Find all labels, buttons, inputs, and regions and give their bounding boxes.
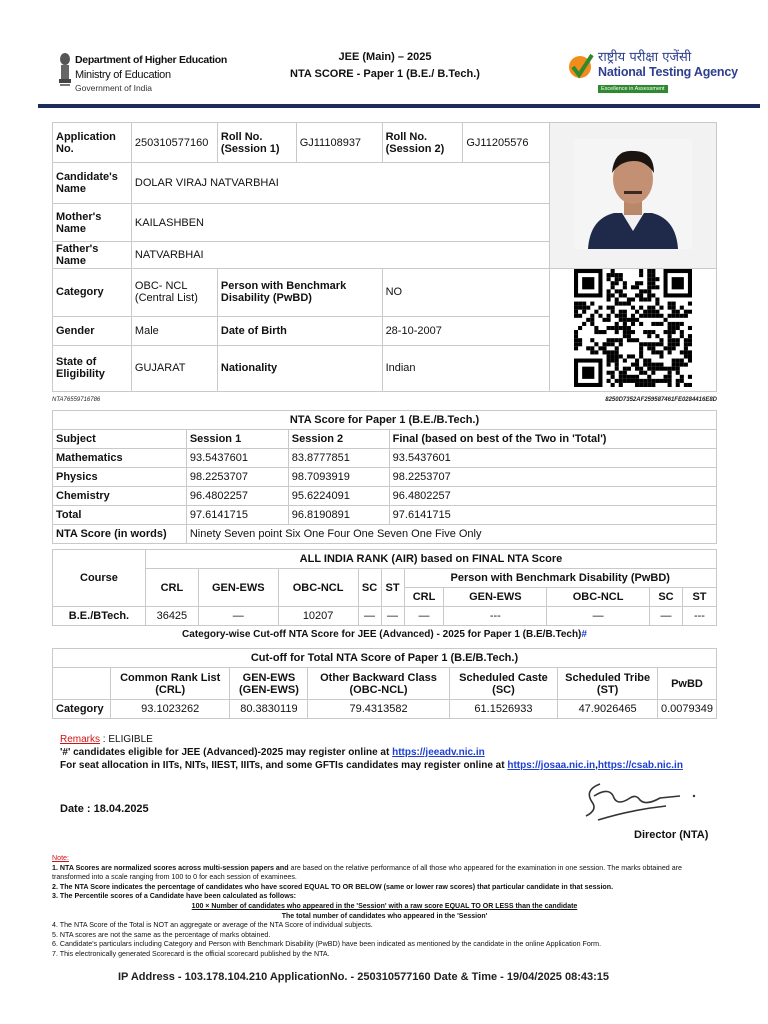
josaa-text: For seat allocation in IITs, NITs, IIEST, IIITs, and some GFTIs candidates may register online at: [60, 760, 508, 771]
final-score: 98.2253707: [389, 468, 716, 487]
nta-english-name: National Testing Agency: [598, 65, 738, 79]
category-value: OBC- NCL (Central List): [131, 268, 217, 316]
rank-value: —: [381, 607, 404, 626]
subject-name: Physics: [53, 468, 187, 487]
candidate-info-table: [52, 122, 717, 392]
nationality-label: Nationality: [217, 345, 382, 391]
ref-code-right: 8250D7352AF259587461FE0284416E8D: [605, 397, 717, 403]
roll2-label: Roll No. (Session 2): [382, 123, 463, 163]
table-row: [53, 468, 717, 487]
percentile-formula: [52, 902, 717, 921]
cutoff-value: 79.4313582: [308, 700, 449, 719]
nta-tagline: Excellence in Assessment: [598, 85, 668, 93]
josaa-link[interactable]: https://josaa.nic.in: [507, 760, 596, 771]
rank-value: 36425: [145, 607, 198, 626]
session1-score: 96.4802257: [186, 487, 288, 506]
note-2: 2. The NTA Score indicates the percentage of candidates who have scored EQUAL TO OR BELOW (same or lower raw scores) that particular candidate in that session.: [52, 882, 614, 891]
cutoff-header: Scheduled Caste (SC): [449, 668, 558, 700]
cutoff-header: PwBD: [657, 668, 716, 700]
formula-numerator: 100 × Number of candidates who appeared in the 'Session' with a raw score EQUAL TO OR LESS than the candidate: [191, 902, 578, 910]
formula-denominator: The total number of candidates who appeared in the 'Session': [281, 912, 488, 920]
session2-score: 83.8777851: [288, 449, 389, 468]
session2-score: 96.8190891: [288, 506, 389, 525]
pwbd-rank-value: —: [404, 607, 444, 626]
page-title: [250, 49, 520, 83]
table-row: [53, 506, 717, 525]
dob-value: 28-10-2007: [382, 316, 550, 345]
qr-code: [550, 268, 717, 391]
rank-value: —: [358, 607, 381, 626]
pwbd-rank-value: —: [547, 607, 650, 626]
nta-check-icon: [568, 51, 594, 87]
cutoff-header-blank: [53, 668, 111, 700]
pwbd-col-header: SC: [650, 588, 683, 607]
final-score: 97.6141715: [389, 506, 716, 525]
session1-score: 97.6141715: [186, 506, 288, 525]
score-table: [52, 410, 717, 544]
mother-name-label: Mother's Name: [53, 203, 132, 241]
notes-block: [52, 854, 717, 960]
remarks-value: : ELIGIBLE: [100, 734, 153, 745]
exam-title: JEE (Main) – 2025: [338, 51, 432, 63]
father-name-value: NATVARBHAI: [131, 242, 549, 268]
cutoff-table: [52, 648, 717, 719]
final-score: 96.4802257: [389, 487, 716, 506]
score-header: Final (based on best of the Two in 'Total'): [389, 430, 716, 449]
session1-score: 98.2253707: [186, 468, 288, 487]
note-3: 3. The Percentile scores of a Candidate have been calculated as follows:: [52, 892, 297, 901]
rank-col-header: ST: [381, 569, 404, 607]
father-name-label: Father's Name: [53, 242, 132, 268]
notes-heading: Note:: [52, 854, 69, 862]
air-title: ALL INDIA RANK (AIR) based on FINAL NTA Score: [145, 550, 716, 569]
cutoff-caption-text: Category-wise Cut-off NTA Score for JEE (Advanced) - 2025 for Paper 1 (B.E/B.Tech): [182, 629, 582, 640]
roll2-value: GJ11205576: [463, 123, 550, 163]
session2-score: 95.6224091: [288, 487, 389, 506]
state-value: GUJARAT: [131, 345, 217, 391]
score-title: NTA Score for Paper 1 (B.E./B.Tech.): [53, 411, 717, 430]
director-signature: [570, 776, 710, 826]
cutoff-value: 80.3830119: [230, 700, 308, 719]
table-row: [53, 607, 717, 626]
rank-value: —: [198, 607, 278, 626]
rank-col-header: SC: [358, 569, 381, 607]
cutoff-header: GEN-EWS (GEN-EWS): [230, 668, 308, 700]
roll1-label: Roll No. (Session 1): [217, 123, 296, 163]
cutoff-header: Other Backward Class (OBC-NCL): [308, 668, 449, 700]
pwbd-rank-value: ---: [682, 607, 716, 626]
director-label: Director (NTA): [634, 829, 709, 841]
mother-name-value: KAILASHBEN: [131, 203, 549, 241]
course-value: B.E./BTech.: [53, 607, 146, 626]
cutoff-value: 47.9026465: [558, 700, 658, 719]
gender-value: Male: [131, 316, 217, 345]
note-1-bold: 1. NTA Scores are normalized scores across multi-session papers and: [52, 863, 289, 872]
rank-col-header: GEN-EWS: [198, 569, 278, 607]
csab-link[interactable]: https://csab.nic.in: [597, 760, 683, 771]
table-row: [53, 700, 717, 719]
score-words-value: Ninety Seven point Six One Four One Seven One Five Only: [186, 525, 716, 544]
candidate-name-label: Candidate's Name: [53, 163, 132, 203]
nta-hindi-name: राष्ट्रीय परीक्षा एजेंसी: [598, 50, 692, 65]
cutoff-header: Common Rank List (CRL): [110, 668, 230, 700]
app-no-label: Application No.: [53, 123, 132, 163]
pwbd-col-header: OBC-NCL: [547, 588, 650, 607]
remarks-label: Remarks: [60, 734, 101, 745]
candidate-photo-image: [574, 139, 692, 249]
score-header: Session 2: [288, 430, 389, 449]
dob-label: Date of Birth: [217, 316, 382, 345]
roll1-value: GJ11108937: [296, 123, 382, 163]
cutoff-header: Scheduled Tribe (ST): [558, 668, 658, 700]
footer-stamp: IP Address - 103.178.104.210 ApplicationNo. - 250310577160 Date & Time - 19/04/2025 08:43:15: [118, 971, 610, 983]
subject-name: Chemistry: [53, 487, 187, 506]
jeeadv-link[interactable]: https://jeeadv.nic.in: [392, 747, 485, 758]
subject-name: Total: [53, 506, 187, 525]
pwbd-rank-title: Person with Benchmark Disability (PwBD): [404, 569, 716, 588]
score-header: Session 1: [186, 430, 288, 449]
pwbd-label: Person with Benchmark Disability (PwBD): [217, 268, 382, 316]
rank-col-header: OBC-NCL: [278, 569, 358, 607]
score-words-label: NTA Score (in words): [53, 525, 187, 544]
moe-logo: [58, 52, 228, 98]
note-7: 7. This electronically generated Scorecard is the official scorecard published by the NTA.: [52, 949, 330, 958]
rank-table: [52, 549, 717, 626]
app-no-value: 250310577160: [131, 123, 217, 163]
note-1: are based on the relative performance of all those who appeared for the examination in one session. The marks obtained are transformed into a scale ranging from 100 to 0 for each session of examinees.: [52, 863, 682, 882]
gender-label: Gender: [53, 316, 132, 345]
state-label: State of Eligibility: [53, 345, 132, 391]
cutoff-row-label: Category: [53, 700, 111, 719]
ministry-name: Ministry of Education: [75, 69, 171, 81]
qr-code-image: [574, 269, 692, 387]
subject-name: Mathematics: [53, 449, 187, 468]
remarks-block: [60, 733, 683, 772]
national-emblem-icon: [58, 52, 72, 92]
ref-code-left: NTA76559716786: [52, 397, 101, 403]
course-label: Course: [53, 550, 146, 607]
pwbd-col-header: ST: [682, 588, 716, 607]
note-4: 4. The NTA Score of the Total is NOT an aggregate or average of the NTA Score of individual subjects.: [52, 921, 373, 930]
rank-value: 10207: [278, 607, 358, 626]
session1-score: 93.5437601: [186, 449, 288, 468]
cutoff-value: 93.1023262: [110, 700, 230, 719]
cutoff-caption-mark: #: [581, 629, 587, 640]
nta-logo: [568, 47, 738, 97]
link-separator: ,: [595, 760, 598, 771]
cutoff-title: Cut-off for Total NTA Score of Paper 1 (B.E/B.Tech.): [53, 649, 717, 668]
note-5: 5. NTA scores are not the same as the percentage of marks obtained.: [52, 930, 271, 939]
paper-title: NTA SCORE - Paper 1 (B.E./ B.Tech.): [290, 68, 480, 80]
score-header: Subject: [53, 430, 187, 449]
pwbd-value: NO: [382, 268, 550, 316]
nationality-value: Indian: [382, 345, 550, 391]
pwbd-col-header: GEN-EWS: [444, 588, 547, 607]
jee-adv-text: '#' candidates eligible for JEE (Advanced)-2025 may register online at: [60, 747, 393, 758]
cutoff-value: 0.0079349: [657, 700, 716, 719]
cutoff-value: 61.1526933: [449, 700, 558, 719]
category-label: Category: [53, 268, 132, 316]
pwbd-rank-value: ---: [444, 607, 547, 626]
table-row: [53, 449, 717, 468]
issue-date: Date : 18.04.2025: [60, 803, 149, 815]
final-score: 93.5437601: [389, 449, 716, 468]
dept-name: Department of Higher Education: [75, 54, 228, 66]
rank-col-header: CRL: [145, 569, 198, 607]
goi-text: Government of India: [75, 83, 153, 93]
cutoff-caption: [52, 629, 717, 640]
header-divider: [38, 104, 760, 108]
candidate-photo: [550, 123, 717, 269]
candidate-name-value: DOLAR VIRAJ NATVARBHAI: [131, 163, 549, 203]
pwbd-rank-value: —: [650, 607, 683, 626]
pwbd-col-header: CRL: [404, 588, 444, 607]
table-row: [53, 487, 717, 506]
session2-score: 98.7093919: [288, 468, 389, 487]
note-6: 6. Candidate's particulars including Category and Person with Benchmark Disability (PwBD) have been indicated as mentioned by the candidate in the online Application Form.: [52, 940, 602, 949]
